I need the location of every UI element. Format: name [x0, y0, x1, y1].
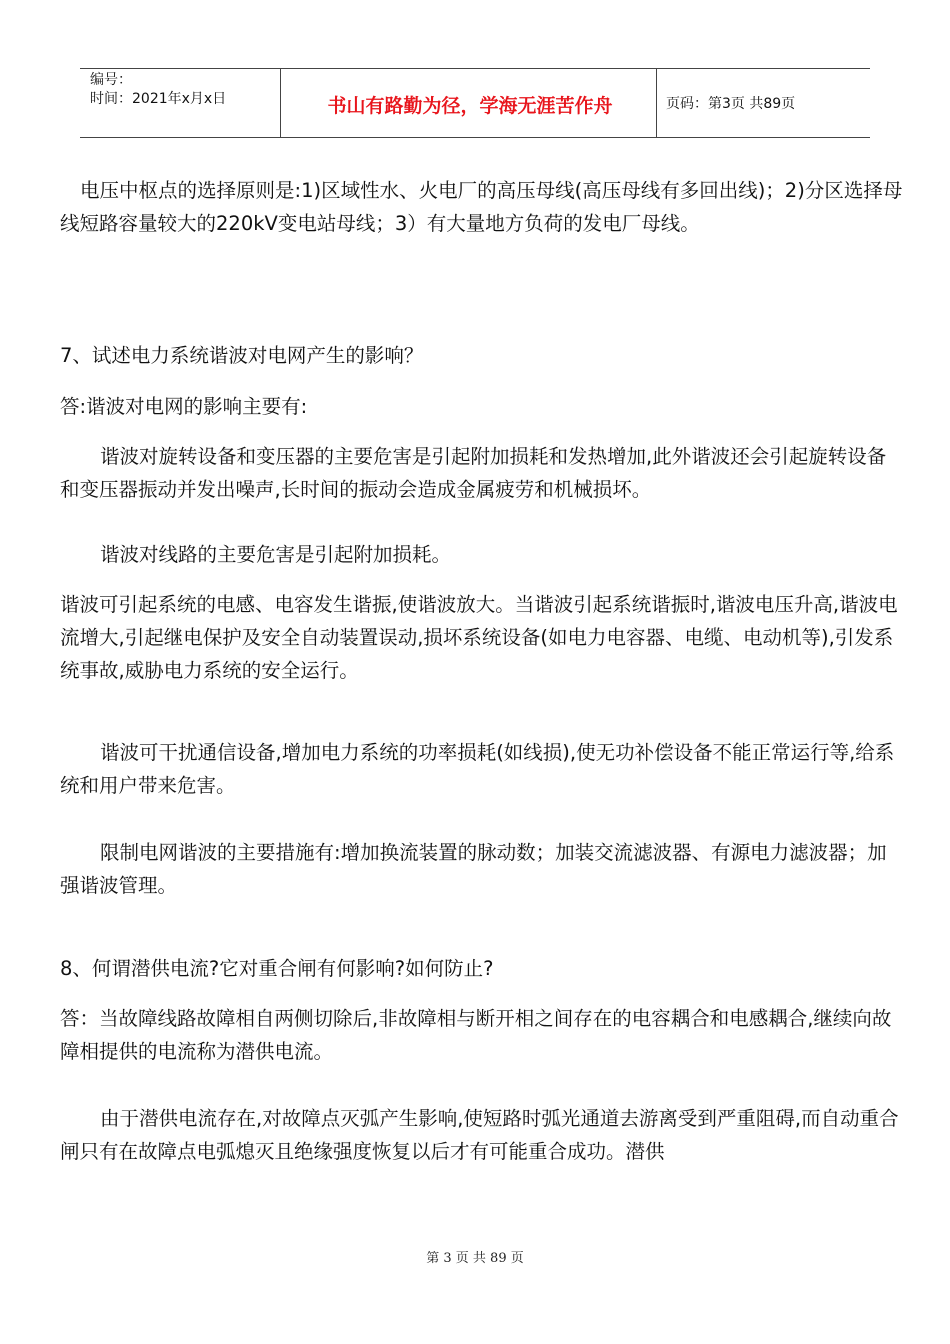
question-heading: 8、何谓潜供电流?它对重合闸有何影响?如何防止?	[60, 957, 494, 980]
answer-intro: 答:谐波对电网的影响主要有:	[60, 395, 308, 418]
body-paragraph: 电压中枢点的选择原则是:1)区域性水、火电厂的高压母线(高压母线有多回出线)；2)分区选择母线短路容量较大的220kV变电站母线；3）有大量地方负荷的发电厂母线。	[60, 179, 903, 235]
body-paragraph: 谐波可引起系统的电感、电容发生谐振,使谐波放大。当谐波引起系统谐振时,谐波电压升高,谐波电流增大,引起继电保护及安全自动装置误动,损坏系统设备(如电力电容器、电缆、电动机等),引发系统事故,威胁电力系统的安全运行。	[60, 593, 898, 682]
header-meta	[90, 71, 226, 109]
body-paragraph: 谐波可干扰通信设备,增加电力系统的功率损耗(如线损),使无功补偿设备不能正常运行等,给系统和用户带来危害。	[60, 741, 895, 797]
page-header	[80, 68, 870, 138]
body-paragraph: 由于潜供电流存在,对故障点灭弧产生影响,使短路时弧光通道去游离受到严重阻碍,而自动重合闸只有在故障点电弧熄灭且绝缘强度恢复以后才有可能重合成功。潜供	[60, 1107, 899, 1163]
header-page-info: 页码：第3页 共89页	[666, 96, 796, 112]
page-footer: 第 3 页 共 89 页	[426, 1251, 524, 1266]
header-motto: 书山有路勤为径，学海无涯苦作舟	[327, 95, 613, 117]
header-divider	[656, 69, 657, 137]
body-paragraph: 限制电网谐波的主要措施有:增加换流装置的脉动数；加装交流滤波器、有源电力滤波器；加强谐波管理。	[60, 841, 887, 897]
body-paragraph: 谐波对线路的主要危害是引起附加损耗。	[100, 543, 452, 566]
question-heading: 7、试述电力系统谐波对电网产生的影响？	[60, 344, 424, 367]
serial-label: 编号：	[90, 72, 132, 88]
body-paragraph: 谐波对旋转设备和变压器的主要危害是引起附加损耗和发热增加,此外谐波还会引起旋转设备和变压器振动并发出噪声,长时间的振动会造成金属疲劳和机械损坏。	[60, 445, 887, 501]
header-divider	[280, 69, 281, 137]
answer-paragraph: 答：当故障线路故障相自两侧切除后,非故障相与断开相之间存在的电容耦合和电感耦合,继续向故障相提供的电流称为潜供电流。	[60, 1007, 892, 1063]
date-line: 时间：2021年x月x日	[90, 91, 227, 107]
